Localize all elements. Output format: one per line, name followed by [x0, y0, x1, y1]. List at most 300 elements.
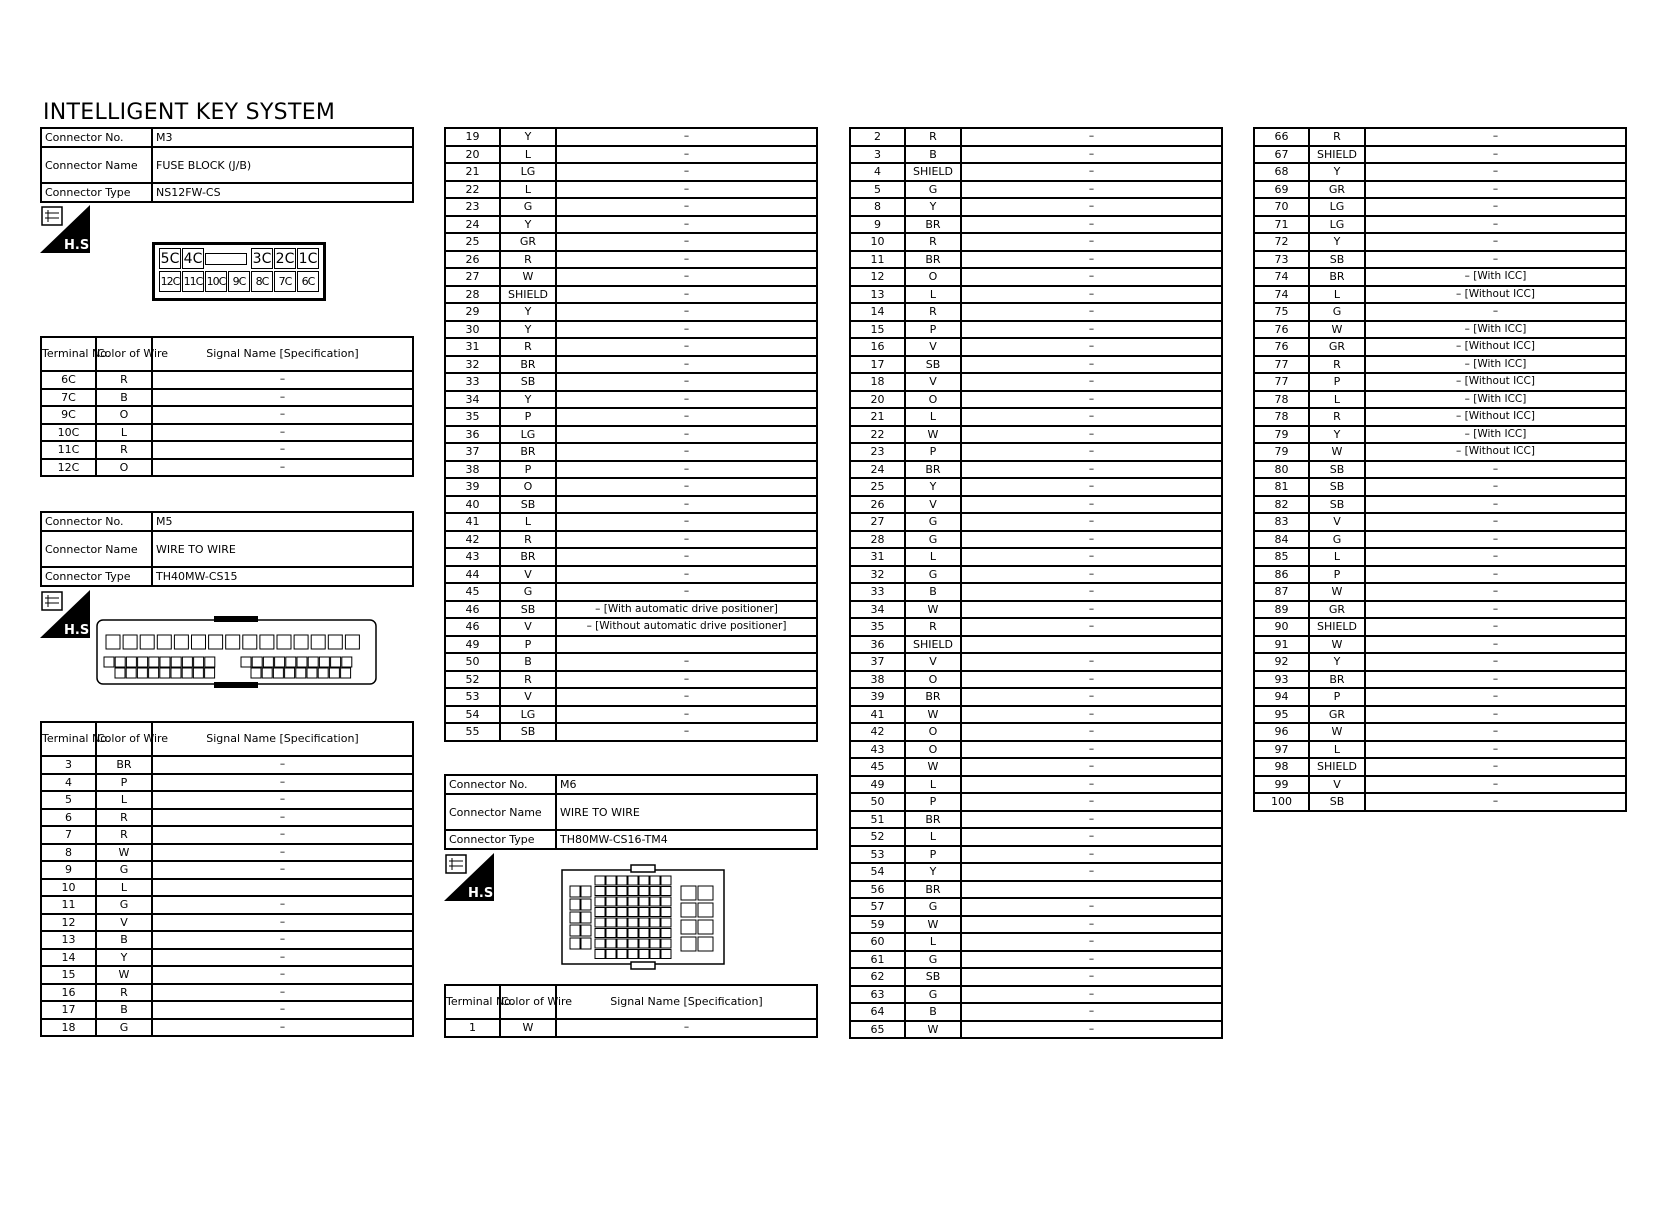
signal-cell: – — [961, 846, 1222, 864]
pin-cell: 10C — [205, 271, 227, 292]
color-cell: R — [96, 441, 152, 459]
color-cell: GR — [1309, 706, 1365, 724]
signal-cell: – — [961, 618, 1222, 636]
table-row — [850, 583, 1222, 601]
terminal-cell: 21 — [445, 163, 500, 181]
signal-cell: – — [152, 984, 413, 1002]
table-row — [445, 198, 817, 216]
signal-cell — [961, 636, 1222, 654]
signal-cell: – — [961, 706, 1222, 724]
signal-cell: – — [152, 791, 413, 809]
signal-cell: – — [961, 356, 1222, 374]
signal-cell: – — [1365, 706, 1626, 724]
signal-cell: – — [556, 1019, 817, 1037]
terminal-cell: 1 — [445, 1019, 500, 1037]
table-row — [850, 653, 1222, 671]
pin-cell — [650, 939, 660, 948]
table-row — [41, 424, 413, 442]
color-cell: R — [96, 809, 152, 827]
terminal-cell: 9 — [850, 216, 905, 234]
terminal-cell: 9 — [41, 861, 96, 879]
signal-cell: – — [1365, 653, 1626, 671]
hs-icon — [444, 853, 499, 901]
terminal-cell: 3 — [41, 756, 96, 774]
m5-connector-face — [96, 614, 378, 690]
table-row — [850, 776, 1222, 794]
signal-cell: – — [1365, 723, 1626, 741]
terminal-cell: 94 — [1254, 688, 1309, 706]
terminal-cell: 42 — [850, 723, 905, 741]
table-row — [1254, 706, 1626, 724]
color-cell: V — [1309, 776, 1365, 794]
color-cell: BR — [905, 461, 961, 479]
pin-cell — [171, 668, 181, 678]
terminal-cell: 12 — [41, 914, 96, 932]
pin-cell — [341, 668, 351, 678]
pin-cell — [115, 657, 125, 667]
signal-cell: – — [961, 408, 1222, 426]
signal-cell: – — [961, 443, 1222, 461]
info-label: Connector No. — [41, 512, 152, 531]
signal-cell: – — [961, 198, 1222, 216]
table-row — [445, 618, 817, 636]
color-cell: W — [1309, 723, 1365, 741]
table-row — [850, 251, 1222, 269]
signal-cell: – — [556, 408, 817, 426]
pin-cell — [628, 929, 638, 938]
terminal-cell: 57 — [850, 898, 905, 916]
pin-cell — [193, 668, 203, 678]
signal-cell: – — [152, 826, 413, 844]
signal-cell: – — [556, 303, 817, 321]
terminal-cell: 7C — [41, 389, 96, 407]
signal-cell: – — [556, 583, 817, 601]
terminal-cell: 52 — [850, 828, 905, 846]
signal-cell: – — [1365, 513, 1626, 531]
color-cell: W — [500, 268, 556, 286]
terminal-cell: 8 — [41, 844, 96, 862]
table-row — [41, 984, 413, 1002]
terminal-cell: 86 — [1254, 566, 1309, 584]
signal-cell: – — [961, 741, 1222, 759]
signal-cell: – — [961, 513, 1222, 531]
color-cell: R — [1309, 356, 1365, 374]
m6-terminal-table-wrap-2 — [849, 127, 1223, 1039]
color-cell: G — [905, 566, 961, 584]
color-cell: P — [1309, 566, 1365, 584]
table-row — [850, 828, 1222, 846]
table-row — [1254, 671, 1626, 689]
terminal-cell: 45 — [445, 583, 500, 601]
signal-cell: – — [1365, 146, 1626, 164]
m5-terminal-table-wrap-1 — [40, 721, 414, 1037]
table-row — [850, 531, 1222, 549]
signal-cell: – — [1365, 163, 1626, 181]
table-row — [41, 406, 413, 424]
table-row — [445, 601, 817, 619]
color-cell: W — [1309, 583, 1365, 601]
color-cell: V — [905, 496, 961, 514]
pin-cell — [294, 635, 308, 649]
color-cell: Y — [1309, 233, 1365, 251]
terminal-cell: 76 — [1254, 321, 1309, 339]
m3-connector-face — [152, 242, 326, 301]
pin-cell — [650, 876, 660, 885]
m5-terminal-table-wrap-2 — [444, 127, 818, 742]
signal-cell: – — [1365, 478, 1626, 496]
pin-cell — [581, 886, 591, 897]
signal-cell: – — [1365, 741, 1626, 759]
table-row — [445, 251, 817, 269]
color-cell: R — [905, 233, 961, 251]
table-row — [41, 879, 413, 897]
color-cell: L — [905, 408, 961, 426]
terminal-cell: 10 — [850, 233, 905, 251]
pin-cell — [137, 668, 147, 678]
pin-cell — [160, 657, 170, 667]
color-cell: V — [500, 688, 556, 706]
m5-info-wrap — [40, 511, 414, 587]
terminal-cell: 35 — [445, 408, 500, 426]
pin-cell — [329, 668, 339, 678]
table-row — [850, 846, 1222, 864]
hs-icon — [40, 205, 95, 253]
color-cell: SHIELD — [905, 163, 961, 181]
color-cell: LG — [500, 706, 556, 724]
signal-cell: – — [556, 688, 817, 706]
pin-cell — [328, 635, 342, 649]
m5-terminal-table-2 — [444, 127, 818, 742]
terminal-cell: 21 — [850, 408, 905, 426]
terminal-cell: 17 — [41, 1001, 96, 1019]
signal-cell: – — [152, 896, 413, 914]
pin-cell — [617, 929, 627, 938]
terminal-cell: 8 — [850, 198, 905, 216]
terminal-cell: 75 — [1254, 303, 1309, 321]
pin-cell — [628, 918, 638, 927]
color-cell: V — [905, 338, 961, 356]
pin-cell — [617, 876, 627, 885]
pin-cell — [681, 886, 696, 900]
color-cell: SB — [500, 496, 556, 514]
signal-cell: – — [1365, 303, 1626, 321]
color-cell: R — [1309, 408, 1365, 426]
pin-cell — [319, 657, 329, 667]
color-cell: V — [500, 566, 556, 584]
signal-cell: – — [961, 583, 1222, 601]
color-cell: V — [905, 373, 961, 391]
pin-cell — [650, 887, 660, 896]
pin-cell — [650, 908, 660, 917]
pin-cell — [226, 635, 240, 649]
pin-cell — [617, 897, 627, 906]
pin-cell — [273, 668, 283, 678]
color-cell: SHIELD — [905, 636, 961, 654]
header-terminal: Terminal No. — [445, 985, 500, 1019]
table-row — [41, 861, 413, 879]
table-row — [850, 338, 1222, 356]
color-cell: BR — [1309, 671, 1365, 689]
pin-cell — [157, 635, 171, 649]
color-cell: Y — [500, 391, 556, 409]
terminal-cell: 39 — [445, 478, 500, 496]
signal-cell: – — [961, 671, 1222, 689]
signal-cell: – — [1365, 671, 1626, 689]
pin-cell — [617, 887, 627, 896]
table-row — [1254, 758, 1626, 776]
color-cell: W — [905, 758, 961, 776]
pin-cell — [606, 929, 616, 938]
table-row — [850, 986, 1222, 1004]
color-cell: B — [905, 146, 961, 164]
pin-cell — [140, 635, 154, 649]
info-label: Connector Type — [445, 830, 556, 849]
color-cell: G — [905, 513, 961, 531]
color-cell: W — [500, 1019, 556, 1037]
color-cell: G — [1309, 303, 1365, 321]
signal-cell: – — [152, 949, 413, 967]
table-row — [445, 566, 817, 584]
terminal-cell: 46 — [445, 618, 500, 636]
table-row — [445, 531, 817, 549]
signal-cell: – — [961, 233, 1222, 251]
color-cell: Y — [905, 198, 961, 216]
color-cell: G — [500, 583, 556, 601]
signal-cell: – — [961, 128, 1222, 146]
table-row — [445, 1019, 817, 1037]
table-row — [1254, 548, 1626, 566]
table-row — [850, 741, 1222, 759]
pin-cell: 4C — [182, 248, 204, 269]
pin-cell — [628, 908, 638, 917]
signal-cell — [961, 881, 1222, 899]
table-row — [1254, 303, 1626, 321]
terminal-cell: 26 — [850, 496, 905, 514]
pin-cell — [581, 925, 591, 936]
color-cell: L — [96, 791, 152, 809]
signal-cell: – — [1365, 601, 1626, 619]
signal-cell: – [Without ICC] — [1365, 286, 1626, 304]
color-cell: SHIELD — [1309, 146, 1365, 164]
pin-cell — [698, 920, 713, 934]
terminal-cell: 34 — [445, 391, 500, 409]
color-cell: P — [905, 443, 961, 461]
pin-cell — [595, 876, 605, 885]
header-color: Color of Wire — [500, 985, 556, 1019]
color-cell: B — [96, 1001, 152, 1019]
terminal-cell: 38 — [445, 461, 500, 479]
pin-cell — [160, 668, 170, 678]
table-row — [1254, 198, 1626, 216]
pin-cell — [639, 887, 649, 896]
pin-cell — [650, 950, 660, 959]
terminal-cell: 74 — [1254, 268, 1309, 286]
pin-cell — [650, 897, 660, 906]
color-cell: Y — [1309, 163, 1365, 181]
pin-cell — [595, 939, 605, 948]
pin-cell — [606, 876, 616, 885]
color-cell: L — [905, 548, 961, 566]
table-row — [445, 233, 817, 251]
terminal-cell: 83 — [1254, 513, 1309, 531]
pin-cell — [251, 668, 261, 678]
pin-cell — [149, 657, 159, 667]
table-row — [1254, 531, 1626, 549]
terminal-cell: 32 — [850, 566, 905, 584]
table-row — [445, 723, 817, 741]
color-cell: BR — [905, 881, 961, 899]
signal-cell: – — [556, 531, 817, 549]
header-color: Color of Wire — [96, 722, 152, 756]
color-cell: L — [500, 513, 556, 531]
table-row — [1254, 251, 1626, 269]
header-signal: Signal Name [Specification] — [556, 985, 817, 1019]
terminal-cell: 53 — [850, 846, 905, 864]
terminal-cell: 10C — [41, 424, 96, 442]
signal-cell: – — [556, 706, 817, 724]
color-cell: V — [1309, 513, 1365, 531]
signal-cell: – — [961, 723, 1222, 741]
terminal-cell: 43 — [445, 548, 500, 566]
color-cell: L — [96, 424, 152, 442]
table-row — [41, 459, 413, 477]
terminal-cell: 24 — [850, 461, 905, 479]
pin-cell — [661, 897, 671, 906]
signal-cell — [152, 879, 413, 897]
terminal-cell: 50 — [445, 653, 500, 671]
signal-cell: – — [961, 793, 1222, 811]
table-row — [1254, 373, 1626, 391]
pin-cell — [182, 668, 192, 678]
table-row — [1254, 688, 1626, 706]
signal-cell: – — [961, 531, 1222, 549]
terminal-cell: 41 — [445, 513, 500, 531]
pin-cell: 8C — [251, 271, 273, 292]
table-row — [1254, 636, 1626, 654]
pin-cell — [606, 950, 616, 959]
pin-cell — [104, 657, 114, 667]
pin-cell — [243, 635, 257, 649]
signal-cell: – — [961, 251, 1222, 269]
color-cell: SB — [500, 723, 556, 741]
signal-cell: – — [1365, 618, 1626, 636]
color-cell: SB — [500, 601, 556, 619]
terminal-cell: 90 — [1254, 618, 1309, 636]
terminal-cell: 69 — [1254, 181, 1309, 199]
pin-cell — [595, 918, 605, 927]
table-row — [850, 811, 1222, 829]
table-row — [41, 844, 413, 862]
table-row — [445, 408, 817, 426]
color-cell: W — [905, 426, 961, 444]
terminal-cell: 32 — [445, 356, 500, 374]
color-cell: O — [905, 741, 961, 759]
color-cell: BR — [905, 216, 961, 234]
signal-cell: – — [1365, 216, 1626, 234]
terminal-cell: 2 — [850, 128, 905, 146]
signal-cell: – — [961, 811, 1222, 829]
signal-cell: – — [152, 1001, 413, 1019]
hs-label: H.S. — [64, 623, 95, 638]
terminal-cell: 72 — [1254, 233, 1309, 251]
pin-cell — [570, 938, 580, 949]
m6-terminal-table-1 — [444, 984, 818, 1038]
table-row — [41, 896, 413, 914]
signal-cell: – — [961, 163, 1222, 181]
color-cell: SB — [1309, 496, 1365, 514]
color-cell: W — [905, 916, 961, 934]
color-cell: L — [905, 828, 961, 846]
table-row — [850, 688, 1222, 706]
pin-cell — [606, 887, 616, 896]
pin-cell — [126, 657, 136, 667]
terminal-cell: 81 — [1254, 478, 1309, 496]
color-cell: V — [500, 618, 556, 636]
table-row — [41, 966, 413, 984]
page-title: INTELLIGENT KEY SYSTEM — [43, 100, 336, 125]
terminal-cell: 68 — [1254, 163, 1309, 181]
signal-cell: – — [961, 758, 1222, 776]
color-cell: W — [905, 1021, 961, 1039]
signal-cell: – [With ICC] — [1365, 426, 1626, 444]
signal-cell: – [With automatic drive positioner] — [556, 601, 817, 619]
signal-cell: – — [961, 828, 1222, 846]
terminal-cell: 99 — [1254, 776, 1309, 794]
signal-cell: – — [961, 653, 1222, 671]
table-row — [850, 496, 1222, 514]
terminal-cell: 37 — [445, 443, 500, 461]
terminal-cell: 92 — [1254, 653, 1309, 671]
pin-cell — [639, 918, 649, 927]
terminal-cell: 89 — [1254, 601, 1309, 619]
color-cell: L — [905, 776, 961, 794]
color-cell: G — [96, 896, 152, 914]
terminal-cell: 14 — [850, 303, 905, 321]
terminal-cell: 22 — [850, 426, 905, 444]
table-row — [445, 373, 817, 391]
signal-cell: – [With ICC] — [1365, 356, 1626, 374]
signal-cell: – — [556, 461, 817, 479]
m6-terminal-table-3 — [1253, 127, 1627, 812]
color-cell: L — [1309, 741, 1365, 759]
signal-cell: – — [961, 863, 1222, 881]
color-cell: G — [96, 861, 152, 879]
table-row — [445, 478, 817, 496]
terminal-cell: 53 — [445, 688, 500, 706]
table-row — [1254, 601, 1626, 619]
terminal-cell: 11C — [41, 441, 96, 459]
color-cell: P — [905, 321, 961, 339]
signal-cell: – — [1365, 566, 1626, 584]
info-label: Connector Name — [41, 147, 152, 183]
color-cell: GR — [500, 233, 556, 251]
signal-cell: – [With ICC] — [1365, 268, 1626, 286]
color-cell: R — [96, 826, 152, 844]
pin-cell — [639, 897, 649, 906]
hs-label: H.S. — [468, 886, 499, 901]
terminal-cell: 16 — [850, 338, 905, 356]
m3-info-table — [40, 127, 414, 203]
table-row — [850, 618, 1222, 636]
table-row — [850, 706, 1222, 724]
terminal-cell: 70 — [1254, 198, 1309, 216]
terminal-cell: 87 — [1254, 583, 1309, 601]
terminal-cell: 27 — [850, 513, 905, 531]
pin-cell — [205, 657, 215, 667]
signal-cell: – — [961, 688, 1222, 706]
terminal-cell: 93 — [1254, 671, 1309, 689]
table-row — [1254, 268, 1626, 286]
